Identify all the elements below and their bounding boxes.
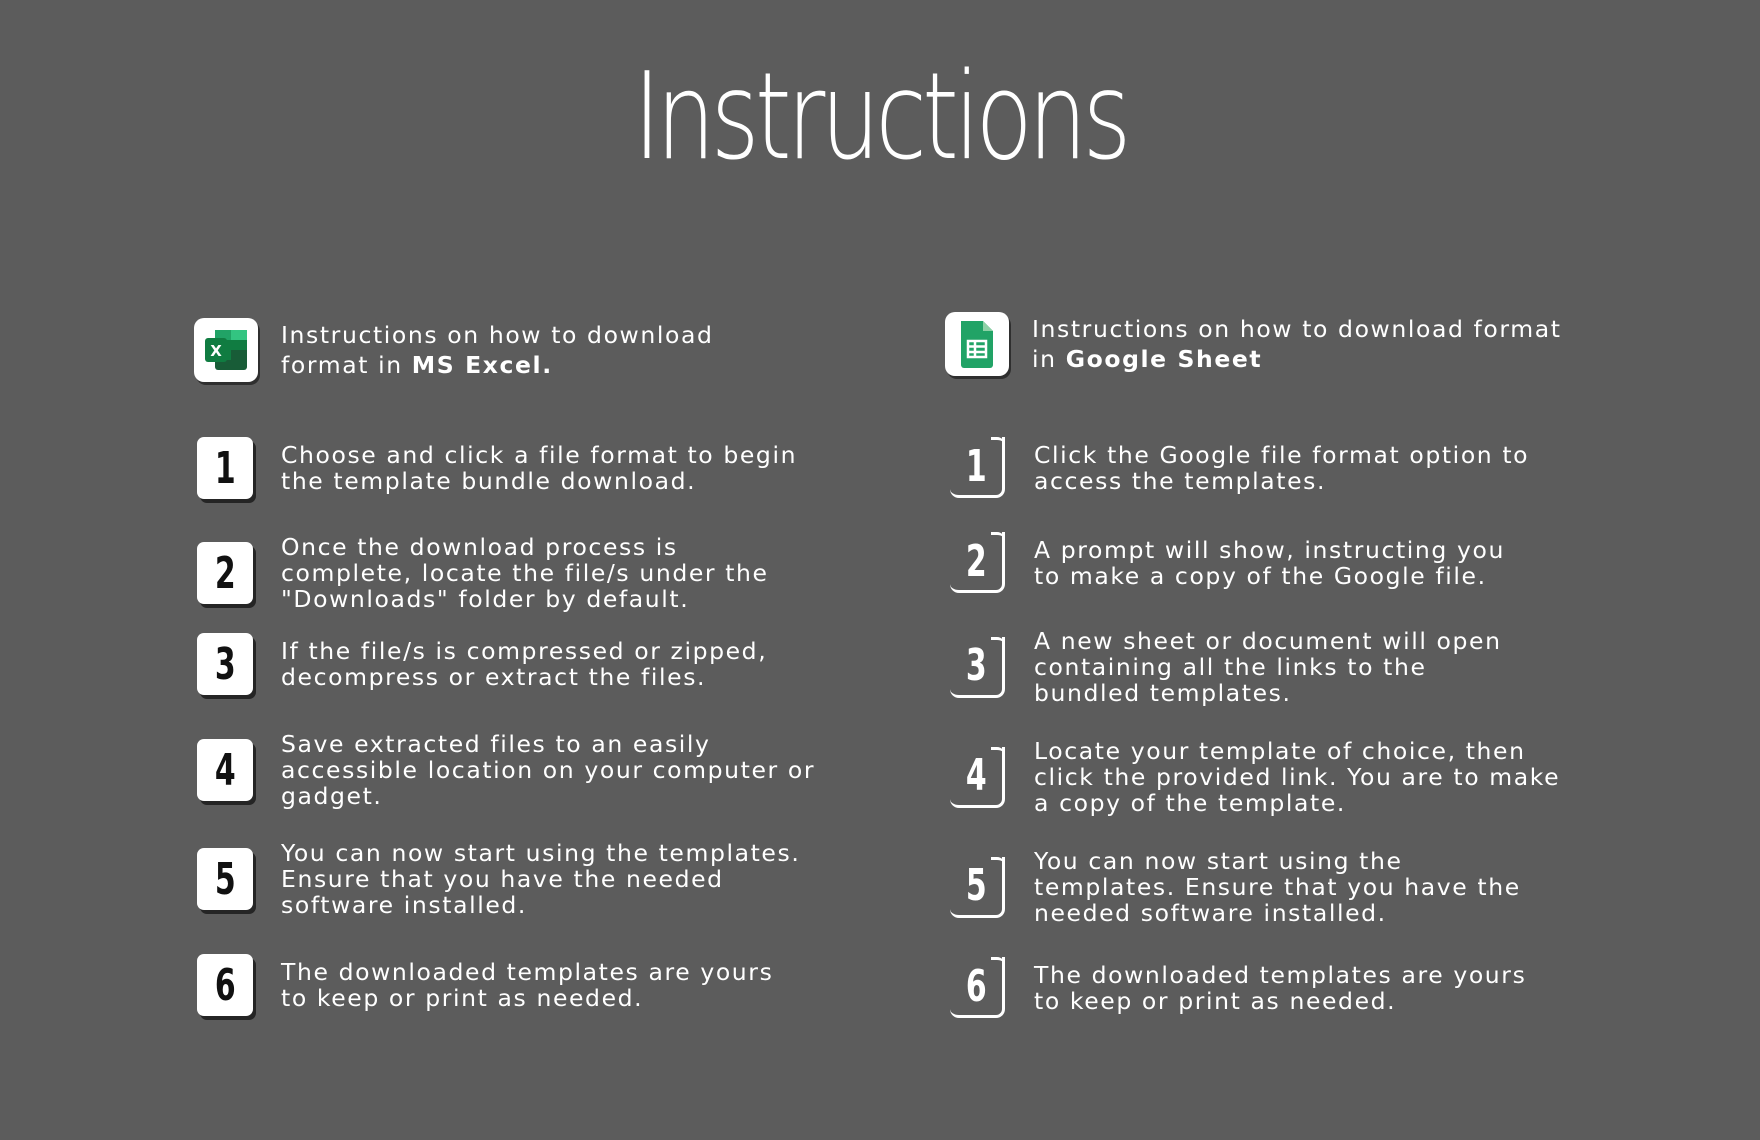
- step-number-badge: 3: [950, 637, 1005, 698]
- google-sheet-instructions-column: [945, 315, 1665, 1015]
- google-step-3: [945, 628, 1685, 706]
- excel-step-2: [194, 534, 934, 612]
- step-text: You can now start using the templates. Ensure that you have the needed software installed.: [281, 839, 801, 919]
- step-text: A new sheet or document will open containing all the links to the bundled templates.: [1034, 627, 1502, 707]
- step-number-badge: 1: [950, 437, 1005, 498]
- step-number-badge: 1: [197, 437, 253, 499]
- page-title: Instructions: [633, 48, 1127, 187]
- step-text: Once the download process is complete, locate the file/s under the "Downloads" folder by default.: [281, 533, 769, 613]
- excel-header: [194, 318, 914, 382]
- excel-step-4: [194, 731, 934, 809]
- excel-step-1: [194, 437, 934, 499]
- step-text: The downloaded templates are yours to keep or print as needed.: [281, 958, 774, 1012]
- google-step-1: [945, 437, 1685, 498]
- excel-header-prefix: Instructions on how to download format in: [281, 321, 714, 379]
- google-sheet-header-prefix: Instructions on how to download format in: [1032, 315, 1562, 373]
- excel-header-text: [281, 320, 714, 380]
- excel-step-3: [194, 633, 934, 695]
- step-text: If the file/s is compressed or zipped, decompress or extract the files.: [281, 637, 768, 691]
- step-number-badge: 5: [197, 848, 253, 910]
- step-text: Choose and click a file format to begin the template bundle download.: [281, 441, 798, 495]
- svg-text:X: X: [210, 342, 222, 360]
- step-text: You can now start using the templates. Ensure that you have the needed software installed.: [1034, 847, 1521, 927]
- step-text: Locate your template of choice, then click the provided link. You are to make a copy of the template.: [1034, 737, 1561, 817]
- google-step-2: [945, 532, 1685, 593]
- excel-step-5: [194, 840, 934, 918]
- step-number-badge: 4: [950, 747, 1005, 808]
- excel-step-6: [194, 954, 934, 1016]
- excel-header-bold: MS Excel.: [411, 351, 553, 379]
- google-sheet-header: [945, 312, 1665, 376]
- google-sheet-header-text: [1032, 314, 1562, 374]
- google-step-5: [945, 848, 1685, 926]
- step-number-badge: 6: [950, 957, 1005, 1018]
- step-number-badge: 2: [950, 532, 1005, 593]
- step-number-badge: 5: [950, 857, 1005, 918]
- excel-instructions-column: [194, 318, 914, 1012]
- step-text: A prompt will show, instructing you to make a copy of the Google file.: [1034, 535, 1505, 590]
- excel-icon: [194, 318, 258, 382]
- google-sheets-icon: [945, 312, 1009, 376]
- step-number-badge: 3: [197, 633, 253, 695]
- step-number-badge: 2: [197, 542, 253, 604]
- step-text: Save extracted files to an easily accessible location on your computer or gadget.: [281, 730, 816, 810]
- step-text: The downloaded templates are yours to keep or print as needed.: [1034, 960, 1527, 1015]
- google-sheet-header-bold: Google Sheet: [1065, 345, 1263, 373]
- step-number-badge: 4: [197, 739, 253, 801]
- google-step-6: [945, 957, 1685, 1018]
- google-step-4: [945, 738, 1685, 816]
- step-text: Click the Google file format option to access the templates.: [1034, 440, 1530, 495]
- step-number-badge: 6: [197, 954, 253, 1016]
